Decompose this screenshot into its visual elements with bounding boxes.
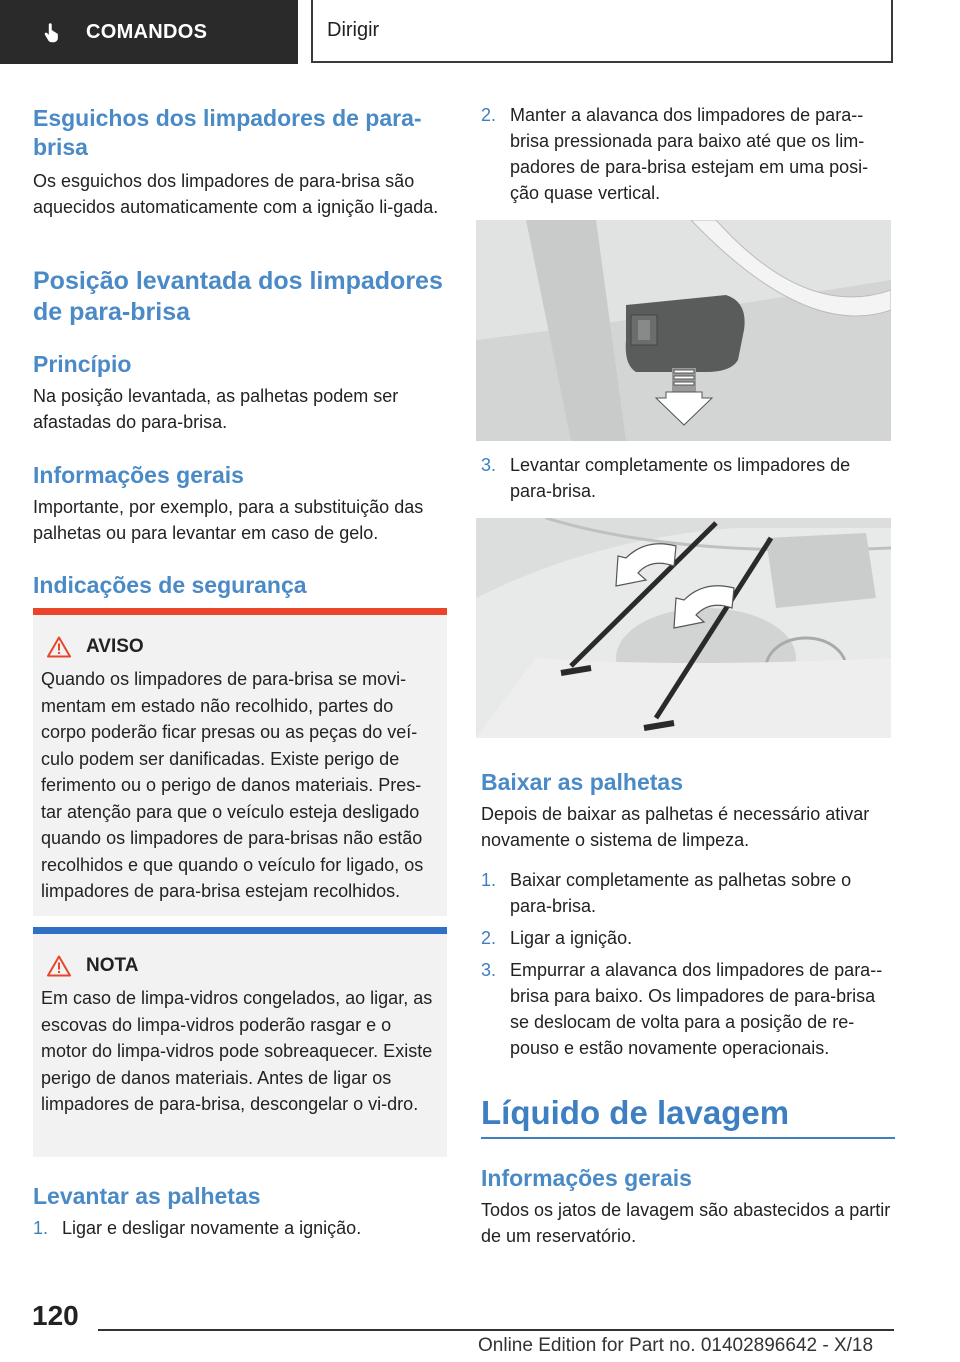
washer-jets-text: Os esguichos dos limpadores de para-brisa são aquecidos automaticamente com a ignição li-gada. bbox=[33, 171, 439, 217]
washer-fluid-title: Líquido de lavagem bbox=[481, 1094, 790, 1131]
note-title: NOTA bbox=[86, 955, 139, 976]
step-text: Manter a alavanca dos limpadores de para--brisa pressionada para baixo até que os lim-padores de para-brisa estejam em uma posi-ção quase vertical. bbox=[510, 105, 869, 203]
step-text: Baixar completamente as palhetas sobre o para-brisa. bbox=[510, 870, 852, 916]
raise-step-3 bbox=[481, 452, 895, 504]
wiper-lever-drawing bbox=[476, 220, 891, 441]
lower-text: Depois de baixar as palhetas é necessário ativar novamente o sistema de limpeza. bbox=[481, 804, 870, 850]
step-number: 1. bbox=[33, 1218, 49, 1238]
info-section bbox=[33, 461, 447, 546]
step-text: Ligar a ignição. bbox=[510, 928, 633, 948]
step-number: 2. bbox=[481, 928, 497, 948]
lower-section bbox=[481, 768, 895, 1061]
list-item bbox=[481, 957, 895, 1061]
lower-title: Baixar as palhetas bbox=[481, 769, 684, 795]
step-number: 1. bbox=[481, 870, 497, 890]
principle-title: Princípio bbox=[33, 351, 132, 377]
info-title: Informações gerais bbox=[33, 462, 244, 488]
washer-jets-title: Esguichos dos limpadores de para- brisa bbox=[33, 105, 422, 160]
list-item bbox=[481, 925, 895, 951]
list-item bbox=[481, 867, 895, 919]
step-number: 3. bbox=[481, 960, 497, 980]
section-tab[interactable] bbox=[0, 0, 298, 64]
warning-bar bbox=[33, 608, 447, 615]
list-item bbox=[481, 102, 895, 206]
note-bar bbox=[33, 927, 447, 934]
section-divider bbox=[481, 1137, 895, 1139]
info-text: Importante, por exemplo, para a substituição das palhetas ou para levantar em caso de gelo. bbox=[33, 497, 424, 543]
warning-text: Quando os limpadores de para-brisa se movi-mentam em estado não recolhido, partes do corpo poderão ficar presas ou as peças do veí-culo podem ser danificadas. Existe perigo de ferimento ou o perigo de danos materiais. Pres-tar atenção para que o veículo esteja desligado quando os limpadores de para-brisas não estão recolhidos e que quando o veículo for ligado, os limpadores de para-brisa estejam recolhidos. bbox=[41, 669, 424, 901]
step-number: 3. bbox=[481, 455, 497, 475]
raise-step-2 bbox=[481, 102, 895, 206]
raise-section bbox=[33, 1182, 447, 1241]
chapter-tab[interactable] bbox=[311, 0, 893, 63]
warning-triangle-icon bbox=[47, 636, 71, 658]
list-item bbox=[33, 1215, 447, 1241]
footer-divider bbox=[98, 1329, 894, 1331]
warning-title: AVISO bbox=[86, 636, 144, 657]
raised-wipers-illustration bbox=[476, 518, 891, 738]
raised-position-section bbox=[33, 266, 447, 328]
note-text: Em caso de limpa-vidros congelados, ao ligar, as escovas do limpa-vidros poderão rasgar e o motor do limpa-vidros pode sobreaquecer. Existe perigo de danos materiais. Antes de ligar os limpadores de para-brisa, descongelar o vi-dro. bbox=[41, 988, 433, 1114]
lower-steps-list bbox=[481, 867, 895, 1061]
chapter-label: Dirigir bbox=[327, 19, 380, 41]
raise-title: Levantar as palhetas bbox=[33, 1183, 261, 1209]
hand-pointer-icon bbox=[42, 21, 64, 43]
raised-wipers-drawing bbox=[476, 518, 891, 738]
warning-box bbox=[33, 608, 447, 916]
principle-text: Na posição levantada, as palhetas podem ser afastadas do para-brisa. bbox=[33, 386, 399, 432]
raised-position-title: Posição levantada dos limpadores de para-brisa bbox=[33, 267, 443, 326]
page-number: 120 bbox=[32, 1300, 79, 1331]
fluid-info-text: Todos os jatos de lavagem são abastecidos a partir de um reservatório. bbox=[481, 1200, 891, 1246]
fluid-info-title: Informações gerais bbox=[481, 1165, 692, 1191]
section-label: COMANDOS bbox=[86, 20, 208, 43]
step-text: Levantar completamente os limpadores de para-brisa. bbox=[510, 455, 851, 501]
step-number: 2. bbox=[481, 105, 497, 125]
list-item bbox=[481, 452, 895, 504]
principle-section bbox=[33, 350, 447, 435]
caution-triangle-icon bbox=[47, 955, 71, 977]
washer-jets-section bbox=[33, 104, 447, 220]
step-text: Ligar e desligar novamente a ignição. bbox=[62, 1218, 362, 1238]
washer-fluid-section bbox=[481, 1093, 895, 1249]
step-text: Empurrar a alavanca dos limpadores de para--brisa para baixo. Os limpadores de para-brisa se deslocam de volta para a posição de re-pouso e estão novamente operacionais. bbox=[510, 960, 883, 1058]
edition-text: Online Edition for Part no. 01402896642 - X/18 bbox=[478, 1335, 874, 1356]
note-box bbox=[33, 927, 447, 1157]
safety-section bbox=[33, 571, 447, 600]
wiper-lever-illustration bbox=[476, 220, 891, 441]
safety-title: Indicações de segurança bbox=[33, 572, 307, 598]
